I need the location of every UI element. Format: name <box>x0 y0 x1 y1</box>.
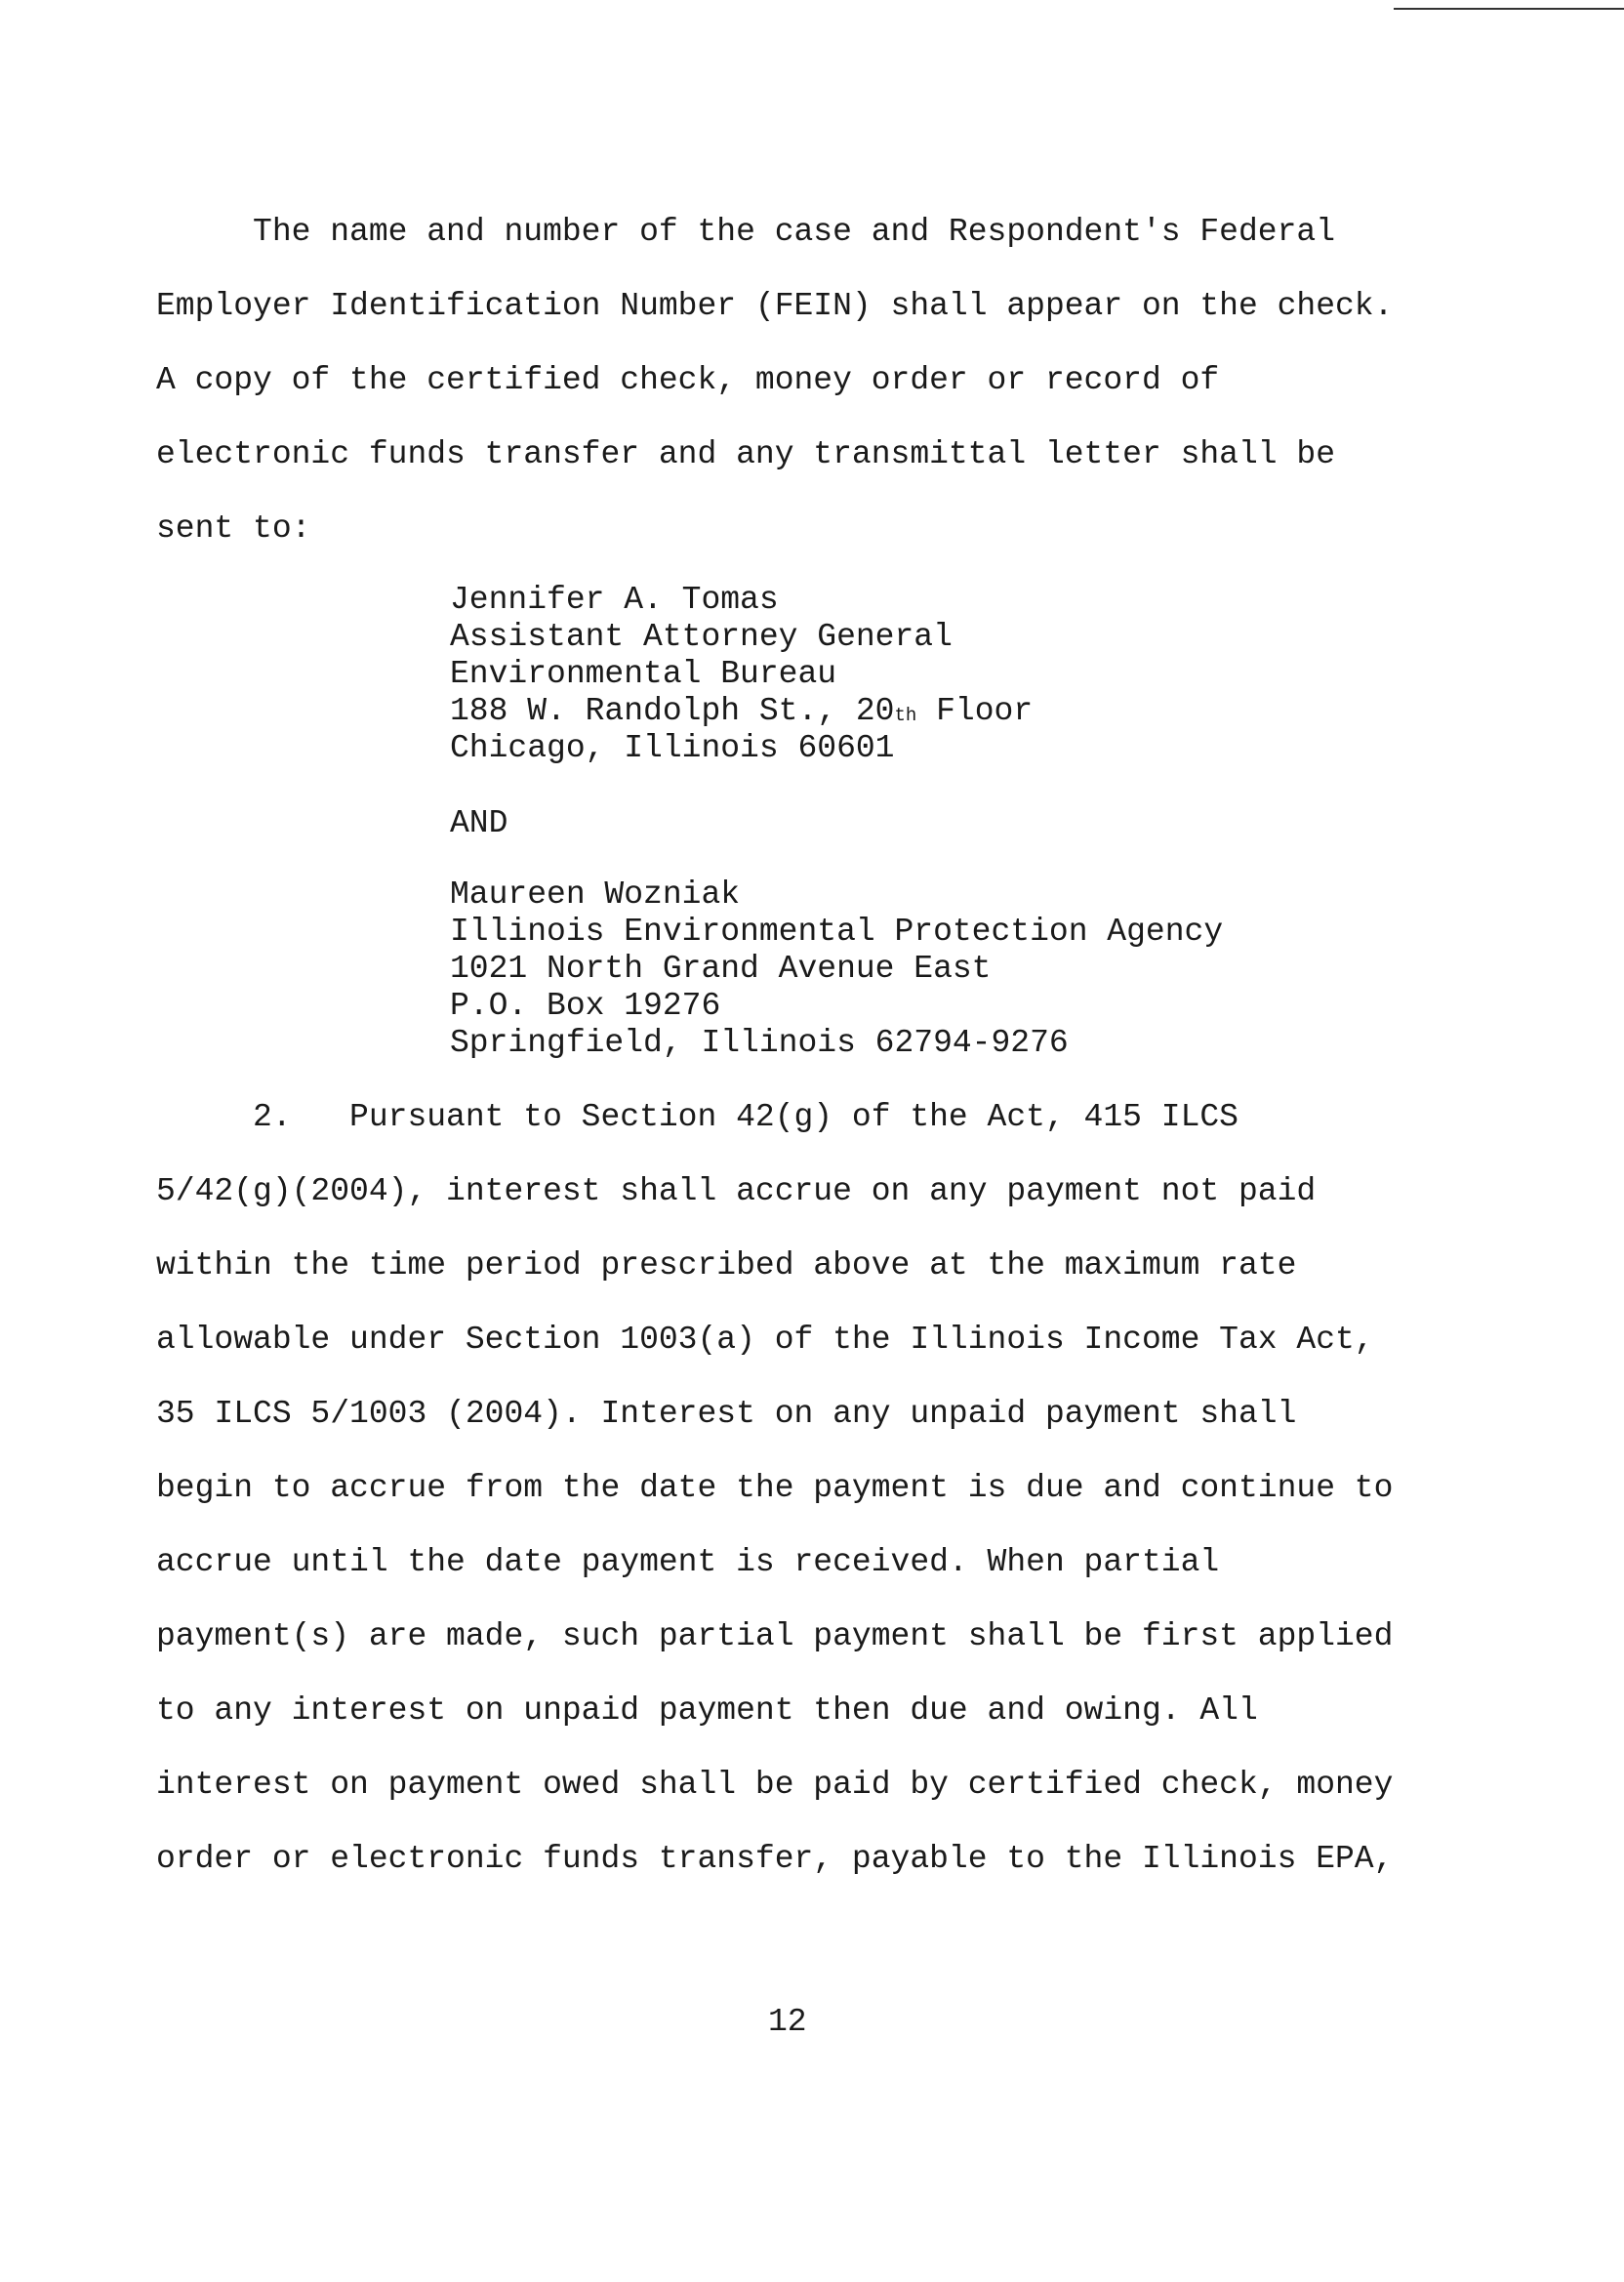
paragraph1-line: A copy of the certified check, money order or record of <box>156 362 1220 398</box>
recipient1-name: Jennifer A. Tomas <box>450 582 779 618</box>
recipient2-street: 1021 North Grand Avenue East <box>450 951 992 987</box>
paragraph2-line: within the time period prescribed above at the maximum rate <box>156 1247 1297 1284</box>
recipient2-agency: Illinois Environmental Protection Agency <box>450 914 1224 950</box>
paragraph1-line: sent to: <box>156 510 311 547</box>
paragraph1-line: The name and number of the case and Respondent's Federal <box>156 214 1335 250</box>
paragraph2-line: 5/42(g)(2004), interest shall accrue on any payment not paid <box>156 1173 1317 1209</box>
paragraph1-line: electronic funds transfer and any transmittal letter shall be <box>156 436 1335 472</box>
paragraph2-line: begin to accrue from the date the payment is due and continue to <box>156 1470 1394 1506</box>
paragraph2-line: 2. Pursuant to Section 42(g) of the Act, 415 ILCS <box>156 1099 1238 1135</box>
recipient1-street-prefix: 188 W. Randolph St., 20 <box>450 693 895 729</box>
recipient1-city: Chicago, Illinois 60601 <box>450 730 895 766</box>
paragraph2-line: order or electronic funds transfer, payable to the Illinois EPA, <box>156 1841 1394 1877</box>
paragraph2-line: payment(s) are made, such partial payment shall be first applied <box>156 1618 1394 1654</box>
paragraph2-line: interest on payment owed shall be paid by certified check, money <box>156 1767 1394 1803</box>
recipient1-department: Environmental Bureau <box>450 656 837 692</box>
recipient2-city: Springfield, Illinois 62794-9276 <box>450 1025 1069 1061</box>
recipient1-street-suffix: Floor <box>916 693 1034 729</box>
top-rule <box>1394 8 1624 10</box>
paragraph2-line: to any interest on unpaid payment then due and owing. All <box>156 1692 1258 1729</box>
recipient1-title: Assistant Attorney General <box>450 619 953 655</box>
paragraph2-line: 35 ILCS 5/1003 (2004). Interest on any unpaid payment shall <box>156 1396 1297 1432</box>
recipient2-name: Maureen Wozniak <box>450 876 741 913</box>
page-number: 12 <box>768 2004 807 2040</box>
recipient2-po-box: P.O. Box 19276 <box>450 988 721 1024</box>
paragraph1-line: Employer Identification Number (FEIN) shall appear on the check. <box>156 288 1394 324</box>
paragraph2-line: allowable under Section 1003(a) of the Illinois Income Tax Act, <box>156 1322 1374 1358</box>
conjunction: AND <box>450 805 508 841</box>
recipient1-street-sup: th <box>894 705 917 726</box>
paragraph2-line: accrue until the date payment is received. When partial <box>156 1544 1220 1580</box>
recipient1-street <box>450 695 1033 727</box>
